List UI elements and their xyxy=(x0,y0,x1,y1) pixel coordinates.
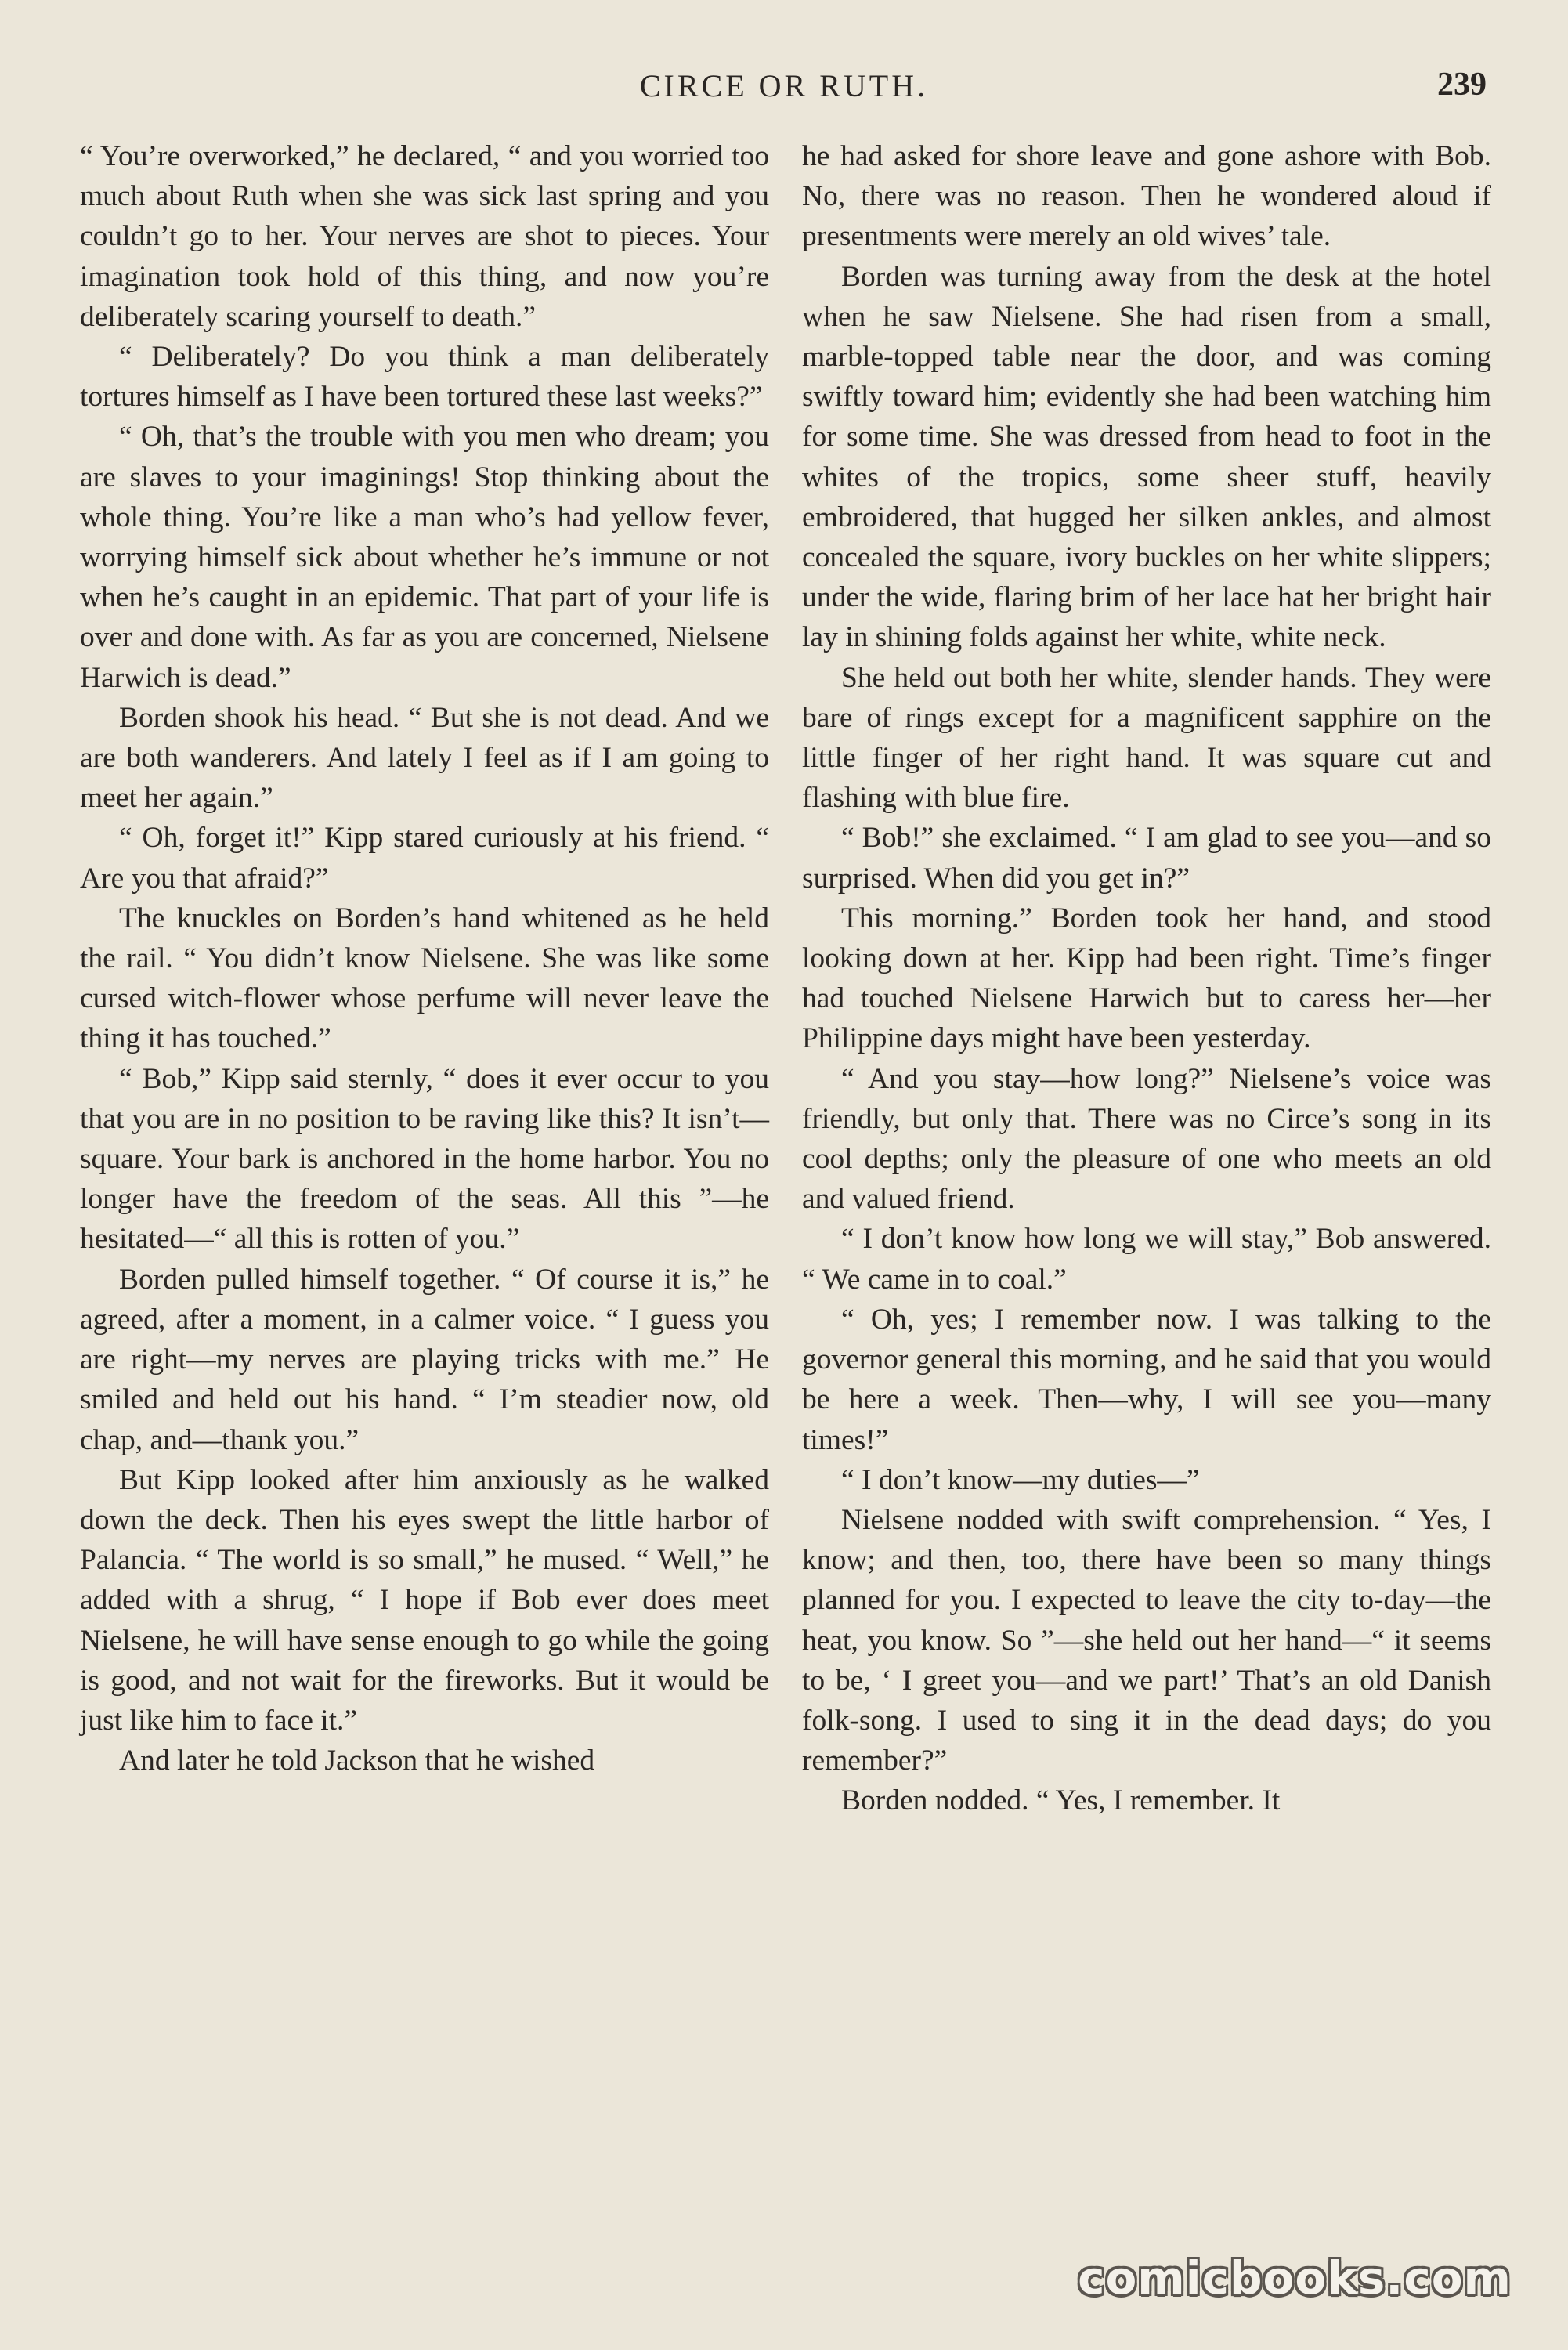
page-number: 239 xyxy=(1437,67,1487,103)
paragraph: The knuckles on Borden’s hand whitened as he held the rail. “ You didn’t know Nielsene. She was like some cursed witch-flower whose perfume will never leave the thing it has touched.” xyxy=(80,902,769,1055)
paragraph: he had asked for shore leave and gone ashore with Bob. No, there was no reason. Then he wondered aloud if presentments were merely an old wives’ tale. xyxy=(802,140,1491,253)
right-column xyxy=(802,136,1491,1821)
paragraph: “ Oh, forget it!” Kipp stared curiously at his friend. “ Are you that afraid?” xyxy=(80,822,769,895)
paragraph: Borden was turning away from the desk at the hotel when he saw Nielsene. She had risen from a small, marble-topped table near the door, and was coming swiftly toward him; evidently she had been watching him for some time. She was dressed from head to foot in the whites of the tropics, some sheer stuff, heavily embroidered, that hugged her silken ankles, and almost concealed the square, ivory buckles on her white slippers; under the wide, flaring brim of her lace hat her bright hair lay in shining folds against her white, white neck. xyxy=(802,260,1491,654)
paragraph: She held out both her white, slender hands. They were bare of rings except for a magnificent sapphire on the little finger of her right hand. It was square cut and flashing with blue fire. xyxy=(802,661,1491,815)
paragraph: Borden nodded. “ Yes, I remember. It xyxy=(841,1784,1281,1817)
watermark-logo: comicbooks.com xyxy=(1078,2251,1512,2305)
left-column xyxy=(80,136,769,1781)
paragraph: “ Deliberately? Do you think a man deliberately tortures himself as I have been tortured these last weeks?” xyxy=(80,341,769,414)
paragraph: And later he told Jackson that he wished xyxy=(119,1744,595,1777)
paragraph: Nielsene nodded with swift comprehension. “ Yes, I know; and then, too, there have been so many things planned for you. I expected to leave the city to-day—the heat, you know. So ”—she held out her hand—“ it seems to be, ‘ I greet you—and we part!’ That’s an old Danish folk-song. I used to sing it in the dead days; do you remember?” xyxy=(802,1503,1491,1777)
paragraph: “ Bob!” she exclaimed. “ I am glad to see you—and so surprised. When did you get in?” xyxy=(802,822,1491,895)
paragraph: Borden shook his head. “ But she is not dead. And we are both wanderers. And lately I feel as if I am going to meet her again.” xyxy=(80,701,769,815)
paragraph: This morning.” Borden took her hand, and stood looking down at her. Kipp had been right. Time’s finger had touched Nielsene Harwich but to caress her—her Philippine days might have been yesterday. xyxy=(802,902,1491,1055)
paragraph: “ Bob,” Kipp said sternly, “ does it ever occur to you that you are in no position to be raving like this? It isn’t—square. Your bark is anchored in the home harbor. You no longer have the freedom of the seas. All this ”—he hesitated—“ all this is rotten of you.” xyxy=(80,1062,769,1256)
paragraph: “ Oh, yes; I remember now. I was talking to the governor general this morning, and he said that you would be here a week. Then—why, I will see you—many times!” xyxy=(802,1303,1491,1456)
paragraph: “ I don’t know how long we will stay,” Bob answered. “ We came in to coal.” xyxy=(802,1223,1491,1296)
paragraph: Borden pulled himself together. “ Of course it is,” he agreed, after a moment, in a calmer voice. “ I guess you are right—my nerves are playing tricks with me.” He smiled and held out his hand. “ I’m steadier now, old chap, and—thank you.” xyxy=(80,1263,769,1456)
running-title: CIRCE OR RUTH. xyxy=(639,68,929,103)
paragraph: “ You’re overworked,” he declared, “ and you worried too much about Ruth when she was sick last spring and you couldn’t go to her. Your nerves are shot to pieces. Your imagination took hold of this thing, and now you’re deliberately scaring yourself to death.” xyxy=(80,140,769,333)
paragraph: But Kipp looked after him anxiously as he walked down the deck. Then his eyes swept the little harbor of Palancia. “ The world is so small,” he mused. “ Well,” he added with a shrug, “ I hope if Bob ever does meet Nielsene, he will have sense enough to go while the going is good, and not wait for the fireworks. But it would be just like him to face it.” xyxy=(80,1463,769,1737)
paragraph: “ I don’t know—my duties—” xyxy=(841,1463,1200,1496)
paragraph: “ Oh, that’s the trouble with you men who dream; you are slaves to your imaginings! Stop thinking about the whole thing. You’re like a man who’s had yellow fever, worrying himself sick about whether he’s immune or not when he’s caught in an epidemic. That part of your life is over and done with. As far as you are concerned, Nielsene Harwich is dead.” xyxy=(80,421,769,694)
paragraph: “ And you stay—how long?” Nielsene’s voice was friendly, but only that. There was no Circe’s song in its cool depths; only the pleasure of one who meets an old and valued friend. xyxy=(802,1062,1491,1216)
